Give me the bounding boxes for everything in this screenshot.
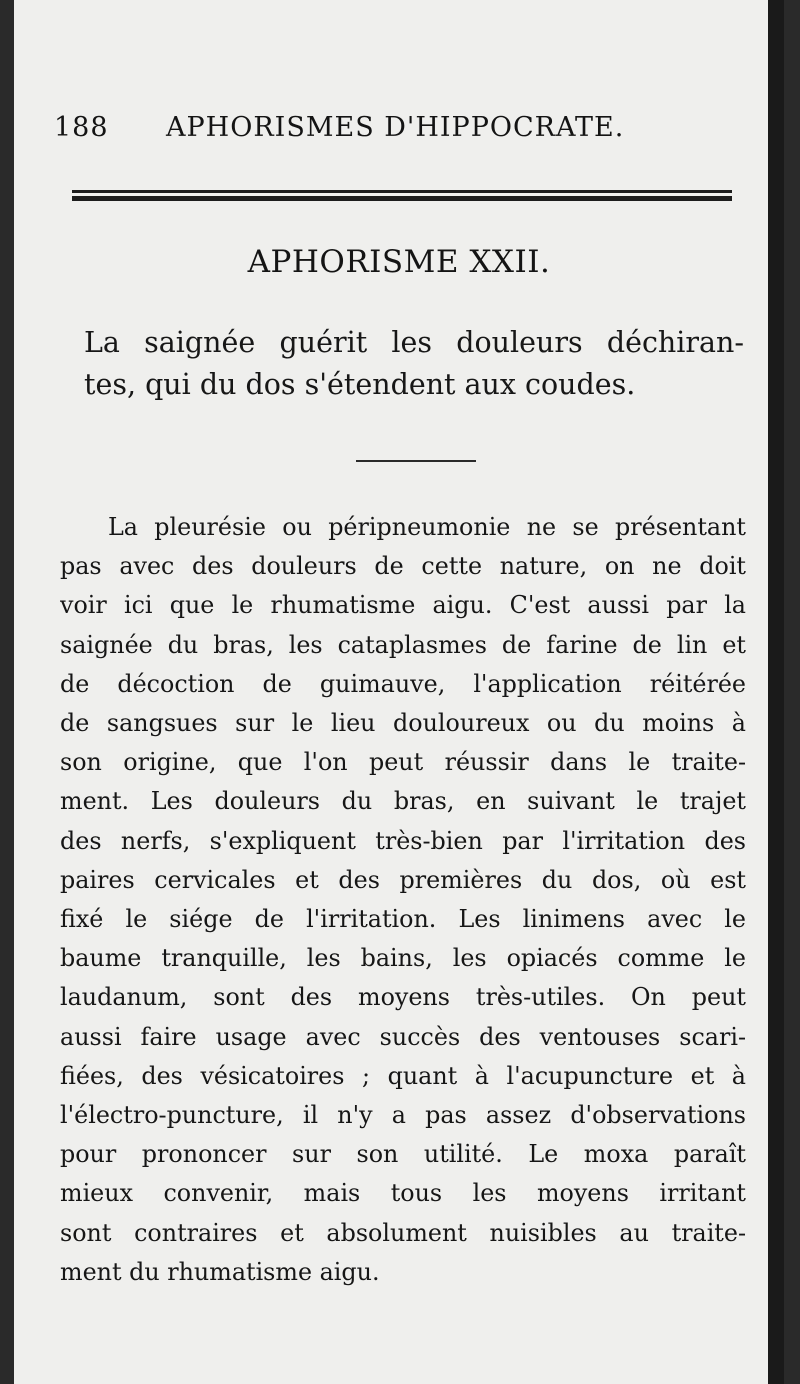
- commentary-line: baume tranquille, les bains, les opiacés comme le: [60, 944, 746, 973]
- commentary-line: fiées, des vésicatoires ; quant à l'acupuncture et à: [60, 1061, 746, 1090]
- commentary-line: saignée du bras, les cataplasmes de farine de lin et: [60, 630, 746, 659]
- commentary-line: son origine, que l'on peut réussir dans le traite-: [60, 748, 746, 777]
- running-title: APHORISMES D'HIPPOCRATE.: [166, 112, 625, 143]
- commentary-line: fixé le siége de l'irritation. Les linimens avec le: [60, 905, 746, 934]
- commentary-line: pour prononcer sur son utilité. Le moxa paraît: [60, 1140, 746, 1169]
- commentary-line: l'électro-puncture, il n'y a pas assez d'observations: [60, 1101, 746, 1130]
- commentary-line: ment. Les douleurs du bras, en suivant le trajet: [60, 787, 746, 816]
- commentary-line: sont contraires et absolument nuisibles au traite-: [60, 1218, 746, 1247]
- aphorism-line: La saignée guérit les douleurs déchiran-: [84, 326, 744, 359]
- header-rule-thick: [72, 196, 732, 201]
- commentary-line: laudanum, sont des moyens très-utiles. On peut: [60, 983, 746, 1012]
- commentary-line: voir ici que le rhumatisme aigu. C'est aussi par la: [60, 591, 746, 620]
- commentary-line: La pleurésie ou péripneumonie ne se présentant: [108, 513, 746, 541]
- running-header: [54, 112, 744, 143]
- aphorism-title: APHORISME XXII.: [247, 244, 551, 280]
- aphorism-line: tes, qui du dos s'étendent aux coudes.: [84, 368, 636, 401]
- commentary-line: aussi faire usage avec succès des ventouses scari-: [60, 1022, 746, 1051]
- commentary-line: paires cervicales et des premières du dos, où est: [60, 865, 746, 894]
- commentary-line: des nerfs, s'expliquent très-bien par l'irritation des: [60, 826, 746, 855]
- header-rule-thin: [72, 190, 732, 193]
- page-edge-shadow: [768, 0, 784, 1384]
- commentary-line: pas avec des douleurs de cette nature, on ne doit: [60, 552, 746, 581]
- aphorism-text: [84, 322, 744, 406]
- commentary-line: de décoction de guimauve, l'application réitérée: [60, 669, 746, 698]
- section-divider: [356, 460, 476, 462]
- commentary-line: de sangsues sur le lieu douloureux ou du moins à: [60, 709, 746, 738]
- commentary-line: ment du rhumatisme aigu.: [60, 1257, 380, 1286]
- commentary-paragraph: [60, 508, 746, 1292]
- book-page: [14, 0, 784, 1384]
- page-number: 188: [54, 112, 109, 143]
- commentary-line: mieux convenir, mais tous les moyens irritant: [60, 1179, 746, 1208]
